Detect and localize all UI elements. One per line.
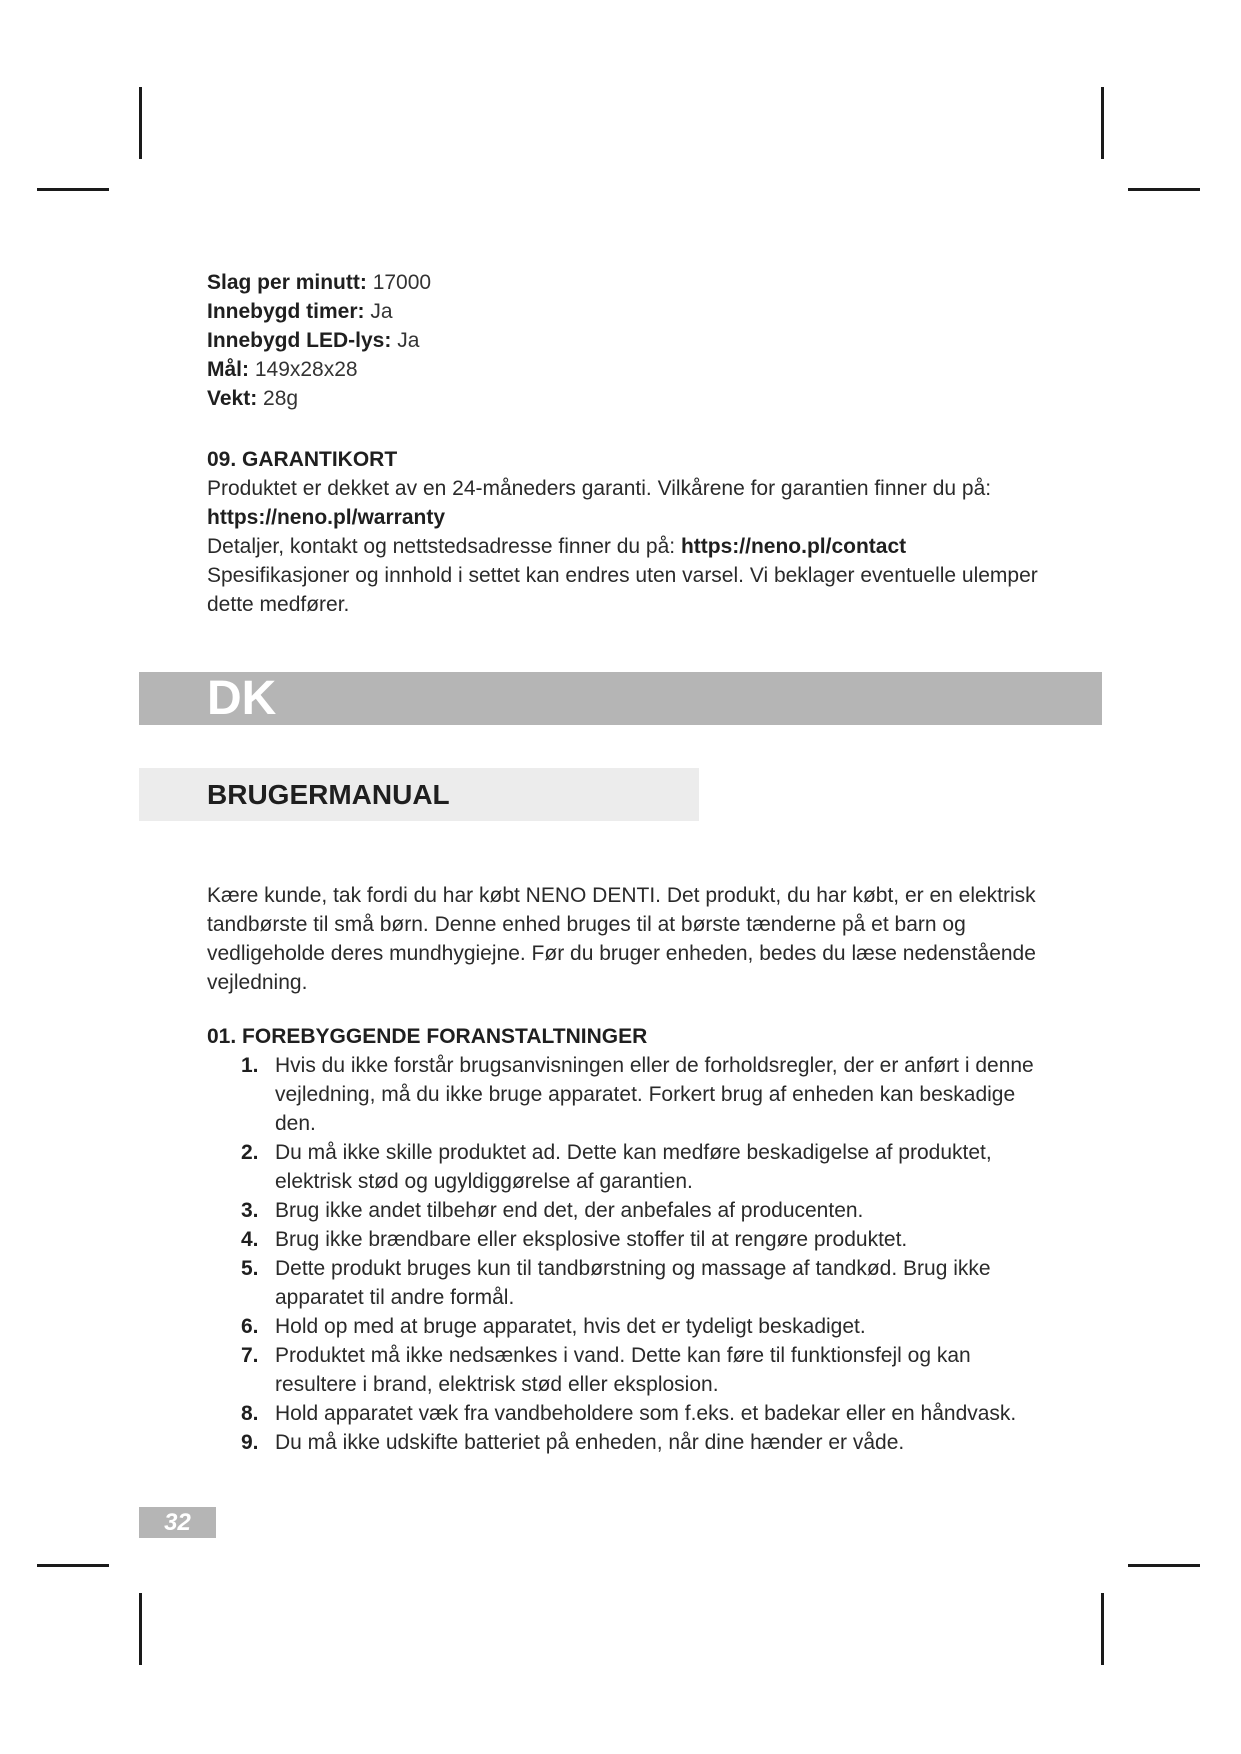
item-text: Du må ikke skille produktet ad. Dette kan medføre beskadigelse af produktet, elektrisk stød og ugyldiggørelse af garantien. [275, 1141, 992, 1193]
item-number: 4. [241, 1228, 259, 1251]
item-text: Hvis du ikke forstår brugsanvisningen eller de forholdsregler, der er anført i denne vejledning, må du ikke bruge apparatet. Forkert brug af enheden kan beskadige den. [275, 1054, 1034, 1135]
manual-title-bar [139, 768, 699, 821]
crop-mark-bottom-left-vertical [139, 1593, 142, 1665]
item-text: Dette produkt bruges kun til tandbørstning og massage af tandkød. Brug ikke apparatet til andre formål. [275, 1257, 991, 1309]
item-number: 7. [241, 1344, 259, 1367]
page-number-badge [139, 1507, 216, 1538]
spec-value: 17000 [372, 271, 432, 294]
spec-value: Ja [397, 329, 420, 352]
spec-row [207, 384, 431, 413]
spec-value: 149x28x28 [254, 358, 358, 381]
contact-text: Detaljer, kontakt og nettstedsadresse finner du på: [207, 535, 676, 558]
manual-title: BRUGERMANUAL [207, 779, 450, 810]
list-item [207, 1051, 1057, 1138]
crop-mark-top-left-vertical [139, 87, 142, 159]
crop-mark-top-right-horizontal [1128, 188, 1200, 191]
warranty-section [207, 445, 1047, 619]
item-text: Brug ikke brændbare eller eksplosive stoffer til at rengøre produktet. [275, 1228, 908, 1251]
language-code: DK [207, 672, 277, 725]
warranty-paragraph [207, 474, 1047, 532]
list-item [207, 1341, 1057, 1399]
contact-link[interactable]: https://neno.pl/contact [680, 535, 907, 558]
contact-paragraph [207, 532, 1047, 561]
item-number: 9. [241, 1431, 259, 1454]
spec-label: Mål: [207, 358, 249, 381]
crop-mark-bottom-right-vertical [1101, 1593, 1104, 1665]
item-number: 1. [241, 1054, 259, 1077]
disclaimer-text: Spesifikasjoner og innhold i settet kan endres uten varsel. Vi beklager eventuelle ulemper dette medfører. [207, 564, 1038, 616]
item-number: 8. [241, 1402, 259, 1425]
crop-mark-bottom-left-horizontal [37, 1564, 109, 1567]
spec-label: Vekt: [207, 387, 258, 410]
crop-mark-bottom-right-horizontal [1128, 1564, 1200, 1567]
spec-label: Innebygd timer: [207, 300, 365, 323]
spec-value: Ja [370, 300, 393, 323]
item-text: Du må ikke udskifte batteriet på enheden, når dine hænder er våde. [275, 1431, 905, 1454]
item-number: 6. [241, 1315, 259, 1338]
item-text: Brug ikke andet tilbehør end det, der anbefales af producenten. [275, 1199, 864, 1222]
spec-row [207, 297, 431, 326]
item-number: 5. [241, 1257, 259, 1280]
list-item [207, 1312, 1057, 1341]
spec-list [207, 268, 431, 413]
spec-value: 28g [263, 387, 299, 410]
precautions-title: 01. FOREBYGGENDE FORANSTALTNINGER [207, 1025, 648, 1048]
list-item [207, 1225, 1057, 1254]
spec-row [207, 355, 431, 384]
precautions-list [207, 1051, 1057, 1457]
page-number: 32 [164, 1509, 191, 1536]
crop-mark-top-right-vertical [1101, 87, 1104, 159]
item-number: 2. [241, 1141, 259, 1164]
intro-paragraph: Kære kunde, tak fordi du har købt NENO DENTI. Det produkt, du har købt, er en elektrisk tandbørste til små børn. Denne enhed bruges til at børste tænderne på et barn og vedligeholde deres mundhygiejne. Før du bruger enheden, bedes du læse nedenstående vejledning. [207, 884, 1036, 994]
warranty-text: Produktet er dekket av en 24-måneders garanti. Vilkårene for garantien finner du på: [207, 477, 992, 500]
spec-row [207, 268, 431, 297]
item-number: 3. [241, 1199, 259, 1222]
list-item [207, 1399, 1057, 1428]
list-item [207, 1138, 1057, 1196]
item-text: Hold apparatet væk fra vandbeholdere som f.eks. et badekar eller en håndvask. [275, 1402, 1017, 1425]
warranty-title: 09. GARANTIKORT [207, 448, 398, 471]
spec-row [207, 326, 431, 355]
crop-mark-top-left-horizontal [37, 188, 109, 191]
list-item [207, 1196, 1057, 1225]
language-header-bar [139, 672, 1102, 725]
warranty-link[interactable]: https://neno.pl/warranty [207, 506, 446, 529]
list-item [207, 1428, 1057, 1457]
item-text: Produktet må ikke nedsænkes i vand. Dette kan føre til funktionsfejl og kan resultere i brand, elektrisk stød eller eksplosion. [275, 1344, 971, 1396]
item-text: Hold op med at bruge apparatet, hvis det er tydeligt beskadiget. [275, 1315, 866, 1338]
spec-label: Innebygd LED-lys: [207, 329, 392, 352]
spec-label: Slag per minutt: [207, 271, 367, 294]
list-item [207, 1254, 1057, 1312]
precautions-section [207, 1022, 1057, 1457]
